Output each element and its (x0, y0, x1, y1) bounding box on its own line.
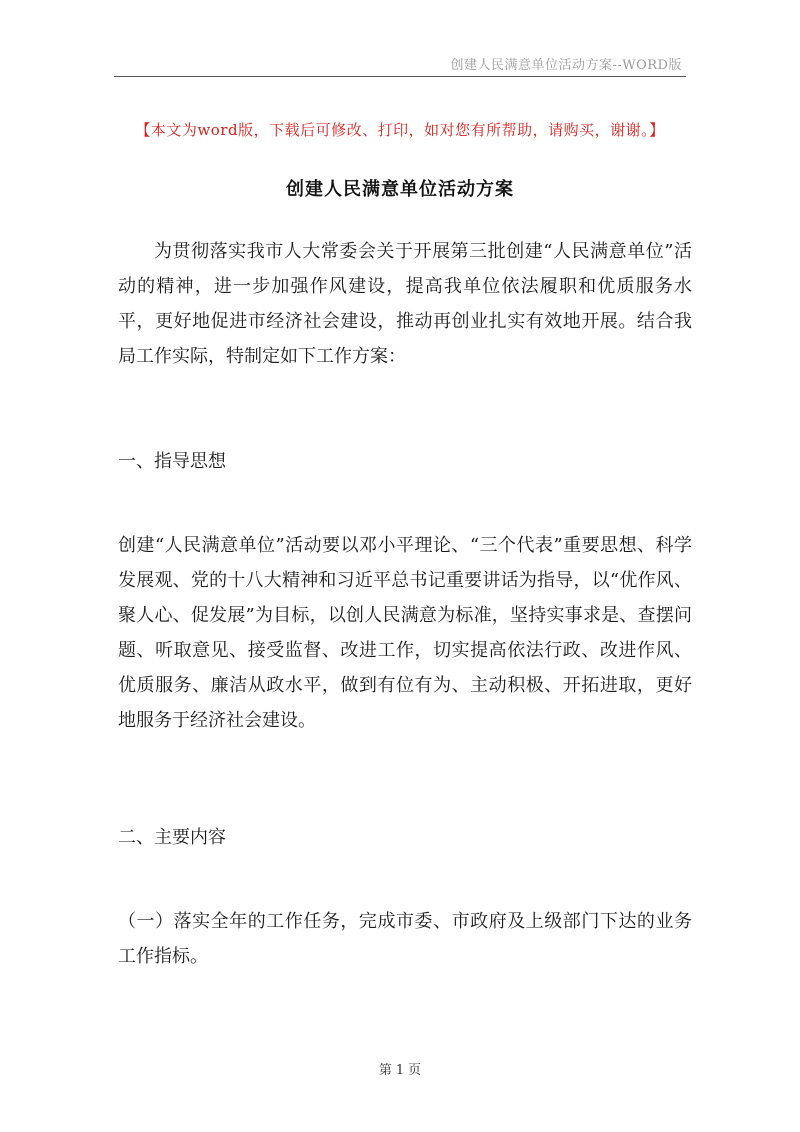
page-label-suffix: 页 (408, 1063, 422, 1078)
intro-paragraph: 为贯彻落实我市人大常委会关于开展第三批创建“人民满意单位”活动的精神，进一步加强作风建设，提高我单位依法履职和优质服务水平，更好地促进市经济社会建设，推动再创业扎实有效地开展。结合我局工作实际，特制定如下工作方案： (118, 241, 692, 367)
section-heading-guiding-ideology: 一、指导思想 (118, 451, 226, 472)
header-divider (114, 76, 686, 77)
main-content-item-1: （一）落实全年的工作任务，完成市委、市政府及上级部门下达的业务工作指标。 (118, 911, 692, 967)
document-title: 创建人民满意单位活动方案 (286, 179, 514, 200)
page-label-prefix: 第 (378, 1063, 392, 1078)
download-notice: 【本文为word版，下载后可修改、打印，如对您有所帮助，请购买，谢谢。】 (135, 121, 665, 139)
running-header: 创建人民满意单位活动方案--WORD版 (450, 58, 682, 73)
section-heading-main-content: 二、主要内容 (118, 827, 226, 848)
page-footer (0, 1059, 800, 1078)
guiding-ideology-paragraph: 创建“人民满意单位”活动要以邓小平理论、“三个代表”重要思想、科学发展观、党的十八大精神和习近平总书记重要讲话为指导，以“优作风、聚人心、促发展”为目标，以创人民满意为标准，坚持实事求是、查摆问题、听取意见、接受监督、改进工作，切实提高依法行政、改进作风、优质服务、廉洁从政水平，做到有位有为、主动积极、开拓进取，更好地服务于经济社会建设。 (118, 535, 692, 731)
page-number: 1 (395, 1063, 405, 1078)
